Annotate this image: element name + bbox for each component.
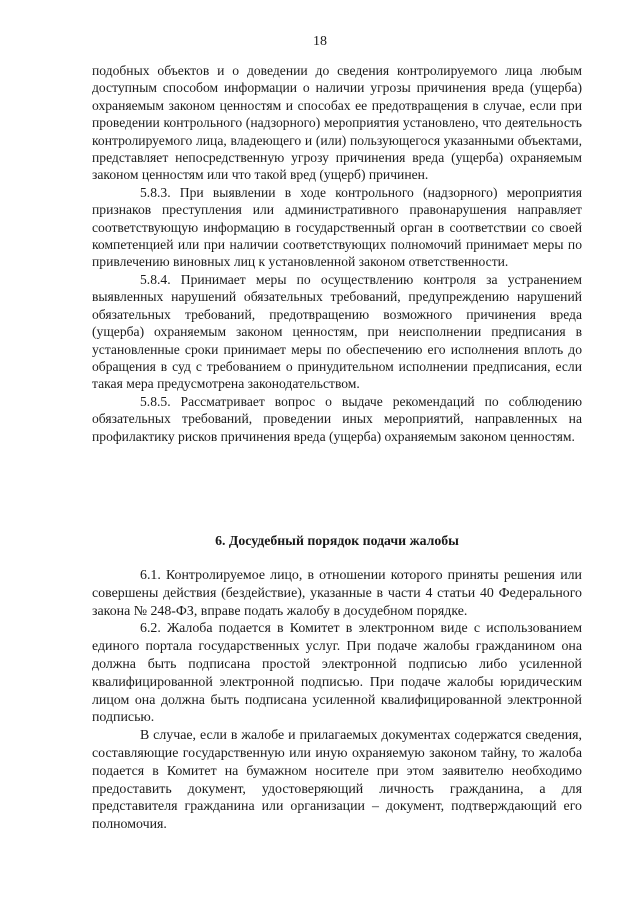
section-6-title: 6. Досудебный порядок подачи жалобы (215, 533, 459, 548)
paragraph-continuation: подобных объектов и о доведении до сведения контролируемого лица любым доступным способом информации о наличии угрозы причинения вреда (ущерба) охраняемым законом ценностям и способах ее предотвращения в случае, если при проведении контрольного (надзорного) мероприятия установлено, что деятельность контролируемого лица, владеющего и (или) пользующегося указанными объектами, представляет непосредственную угрозу причинения вреда (ущерба) охраняемым законом ценностям или что такой вред (ущерб) причинен. (92, 63, 582, 183)
page-number: 18 (313, 34, 327, 49)
paragraph-6-2: 6.2. Жалоба подается в Комитет в электронном виде с использованием единого портала государственных услуг. При подаче жалобы гражданином она должна быть подписана простой электронной подписью либо усиленной квалифицированной электронной подписью. При подаче жалобы юридическим лицом она должна быть подписана усиленной квалифицированной электронной подписью. (92, 621, 582, 726)
body-text-top (92, 62, 582, 445)
paragraph-5-8-3: 5.8.3. При выявлении в ходе контрольного (надзорного) мероприятия признаков преступления или административного правонарушения направляет соответствующую информацию в государственный орган в соответствии со своей компетенцией или при наличии соответствующих полномочий принимает меры по привлечению виновных лиц к установленной законом ответственности. (92, 184, 582, 270)
paragraph-6-1: 6.1. Контролируемое лицо, в отношении которого приняты решения или совершены действия (бездействие), указанные в части 4 статьи 40 Федерального закона № 248-ФЗ, вправе подать жалобу в досудебном порядке. (92, 568, 582, 619)
body-text-section-6 (92, 567, 582, 834)
paragraph-5-8-4: 5.8.4. Принимает меры по осуществлению контроля за устранением выявленных нарушений обязательных требований, предупреждению нарушений обязательных требований, предотвращению возможного причинения вреда (ущерба) охраняемым законом ценностям, при неисполнении предписания в установленные сроки принимает меры по обеспечению его исполнения вплоть до обращения в суд с требованием о принудительном исполнении предписания, если такая мера предусмотрена законодательством. (92, 271, 582, 392)
paragraph-5-8-5: 5.8.5. Рассматривает вопрос о выдаче рекомендаций по соблюдению обязательных требований, проведении иных мероприятий, направленных на профилактику рисков причинения вреда (ущерба) охраняемым законом ценностям. (92, 393, 582, 444)
paragraph-secret-case: В случае, если в жалобе и прилагаемых документах содержатся сведения, составляющие государственную или иную охраняемую законом тайну, то жалоба подается в Комитет на бумажном носителе при этом заявителю необходимо предоставить документ, удостоверяющий личность гражданина, а для представителя гражданина или организации – документ, подтверждающий его полномочия. (92, 728, 582, 833)
